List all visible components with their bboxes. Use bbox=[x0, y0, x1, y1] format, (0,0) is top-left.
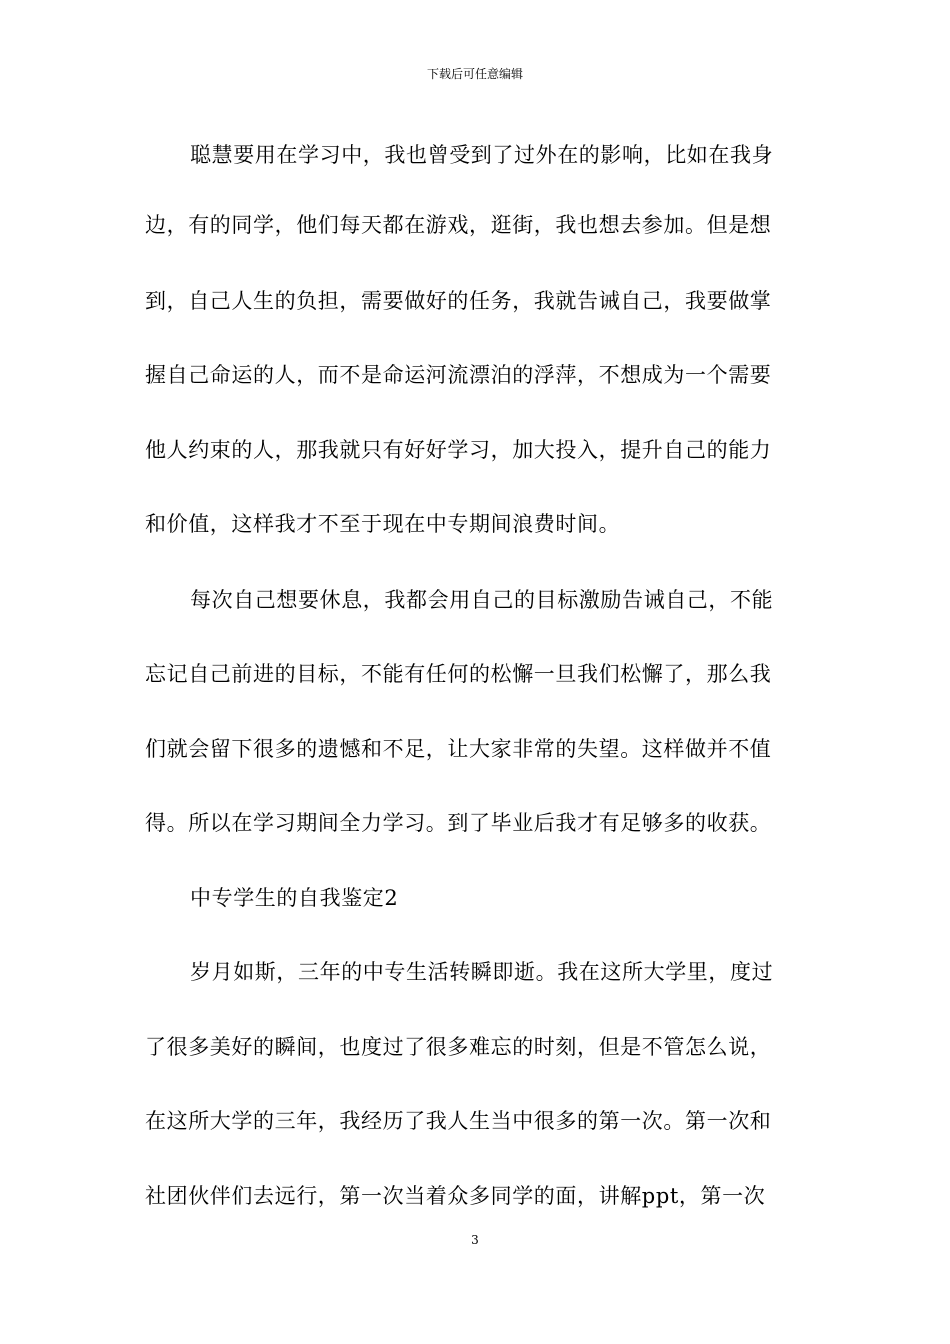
paragraph-line: 得。所以在学习期间全力学习。到了毕业后我才有足够多的收获。 bbox=[145, 811, 772, 835]
page-header: 下载后可任意编辑 bbox=[426, 67, 523, 81]
paragraph-line: 到，自己人生的负担，需要做好的任务，我就告诫自己，我要做掌 bbox=[145, 289, 772, 313]
paragraph-line: 握自己命运的人，而不是命运河流漂泊的浮萍，不想成为一个需要 bbox=[145, 363, 772, 387]
paragraph-line: 社团伙伴们去远行，第一次当着众多同学的面，讲解ppt，第一次 bbox=[145, 1184, 766, 1208]
paragraph-line: 每次自己想要休息，我都会用自己的目标激励告诫自己，不能 bbox=[190, 588, 774, 612]
paragraph-line: 边，有的同学，他们每天都在游戏，逛街，我也想去参加。但是想 bbox=[145, 213, 772, 237]
section-heading: 中专学生的自我鉴定2 bbox=[190, 886, 399, 910]
paragraph-line: 和价值，这样我才不至于现在中专期间浪费时间。 bbox=[145, 512, 621, 536]
paragraph-line: 在这所大学的三年，我经历了我人生当中很多的第一次。第一次和 bbox=[145, 1109, 772, 1133]
paragraph-line: 他人约束的人，那我就只有好好学习，加大投入，提升自己的能力 bbox=[145, 438, 772, 462]
paragraph-line: 岁月如斯，三年的中专生活转瞬即逝。我在这所大学里，度过 bbox=[190, 960, 774, 984]
paragraph-line: 们就会留下很多的遗憾和不足，让大家非常的失望。这样做并不值 bbox=[145, 737, 772, 761]
paragraph-line: 聪慧要用在学习中，我也曾受到了过外在的影响，比如在我身 bbox=[190, 143, 774, 167]
paragraph-line: 忘记自己前进的目标，不能有任何的松懈一旦我们松懈了，那么我 bbox=[145, 662, 772, 686]
page-number: 3 bbox=[471, 1233, 479, 1247]
paragraph-line: 了很多美好的瞬间，也度过了很多难忘的时刻，但是不管怎么说， bbox=[145, 1035, 772, 1059]
